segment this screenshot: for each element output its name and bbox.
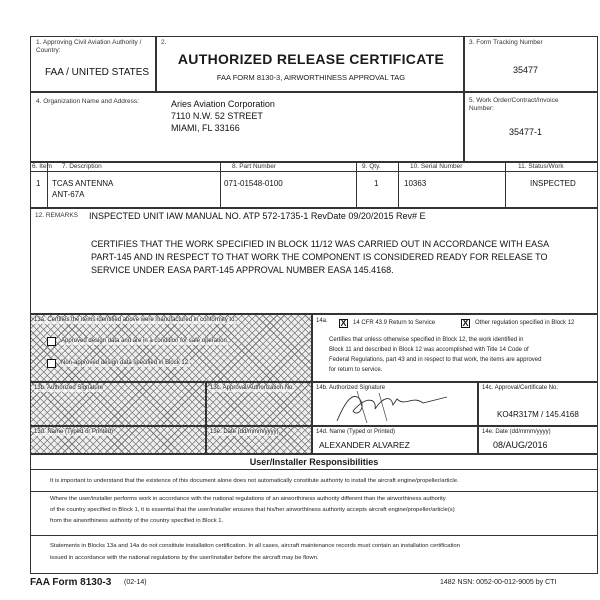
block-14e: [478, 426, 598, 454]
remarks-label: 12. REMARKS: [35, 212, 78, 219]
block-14d-label: 14d. Name (Typed or Printed): [316, 429, 396, 435]
row-status: INSPECTED: [530, 179, 576, 188]
resp-p2c: from the airworthiness authority of the country specified in Block 1.: [50, 518, 224, 524]
resp-p2a: Where the user/installer performs work in accordance with the national regulations of an airworthiness authority different than the airworthiness authority: [50, 496, 446, 502]
block-14c: [478, 382, 598, 426]
block-13d-label: 13d. Name (Typed or Printed): [34, 429, 114, 435]
col-item: 6. Item: [32, 163, 52, 170]
block-14b: [312, 382, 478, 426]
block-13a-checkbox-2[interactable]: [47, 359, 56, 368]
responsibilities-title: User/Installer Responsibilities: [249, 457, 379, 467]
org-city: MIAMI, FL 33166: [171, 123, 240, 133]
return-to-service-label: 14 CFR 43.9 Return to Service: [353, 320, 436, 326]
org-name: Aries Aviation Corporation: [171, 99, 275, 109]
remarks-cert-1: CERTIFIES THAT THE WORK SPECIFIED IN BLOCK 11/12 WAS CARRIED OUT IN ACCORDANCE WITH EASA: [91, 239, 550, 249]
footer-form-rev: (02-14): [124, 579, 147, 586]
row-desc-1: TCAS ANTENNA: [52, 179, 114, 188]
row-qty: 1: [374, 179, 379, 188]
form-title: AUTHORIZED RELEASE CERTIFICATE: [177, 51, 445, 67]
block-13a-checkbox-1[interactable]: [47, 337, 56, 346]
block-4-label: 4. Organization Name and Address:: [36, 98, 139, 105]
block-14a-text-1: Certifies that unless otherwise specified in Block 12, the work identified in: [329, 337, 524, 343]
item-table: [30, 162, 598, 208]
block-14a-text-2: Block 11 and described in Block 12 was accomplished with Title 14 Code of: [329, 347, 529, 353]
other-regulation-label: Other regulation specified in Block 12: [475, 320, 575, 326]
block-1-label: 1. Approving Civil Aviation Authority / Country:: [36, 39, 142, 54]
block-13a-option-1: Approved design data and are in a condition for safe operation.: [61, 338, 229, 344]
resp-p1: It is important to understand that the existence of this document alone does not automatically constitute authority to install the aircraft engine/propeller/article.: [50, 478, 459, 484]
footer-nsn: 1482 NSN: 0052-00-012-9005 by CTI: [440, 579, 557, 586]
approving-authority: FAA / UNITED STATES: [45, 67, 150, 78]
resp-p3a: Statements in Blocks 13a and 14a do not constitute installation certification. In all cases, aircraft maintenance records must contain an installation certification: [50, 543, 460, 549]
return-to-service-checkbox[interactable]: X: [340, 318, 347, 328]
form-tracking-number: 35477: [513, 65, 539, 75]
resp-p3b: issued in accordance with the national regulations by the user/installer before the aircraft may be flown.: [50, 555, 319, 561]
col-qty: 9. Qty.: [362, 163, 381, 170]
block-14a-text-4: for return to service.: [329, 367, 383, 373]
other-regulation-checkbox[interactable]: X: [462, 318, 469, 328]
row-desc-2: ANT-67A: [52, 190, 85, 199]
block-13c-label: 13c. Approval/Authorization No.: [210, 385, 295, 391]
block-13b-label: 13b. Authorized Signature: [34, 385, 104, 391]
sign-date: 08/AUG/2016: [493, 440, 548, 450]
block-13a: [30, 314, 312, 382]
row-serial: 10363: [404, 179, 427, 188]
block-14d: [312, 426, 478, 454]
block-12-remarks: [30, 208, 598, 314]
row-item: 1: [36, 179, 41, 188]
block-14a-text-3: Federal Regulations, part 43 and in respect to that work, the items are approved: [329, 357, 542, 363]
remarks-line-1: INSPECTED UNIT IAW MANUAL NO. ATP 572-1735-1 RevDate 09/20/2015 Rev# E: [89, 211, 426, 221]
remarks-cert-2: PART-145 AND IN RESPECT TO THAT WORK THE COMPONENT IS CONSIDERED READY FOR RELEASE TO: [91, 252, 548, 262]
footer-form-name: FAA Form 8130-3: [30, 577, 112, 588]
block-3-label: 3. Form Tracking Number: [469, 39, 543, 46]
block-5: [464, 92, 598, 162]
block-1: [30, 36, 156, 92]
block-13a-option-2: Non-approved design data specified in Block 12.: [61, 360, 190, 366]
col-description: 7. Description: [62, 163, 102, 170]
block-14b-label: 14b. Authorized Signature: [316, 385, 386, 391]
work-order-number: 35477-1: [509, 127, 543, 137]
authorized-signature: [327, 387, 477, 425]
org-street: 7110 N.W. 52 STREET: [171, 111, 263, 121]
col-serial: 10. Serial Number: [410, 163, 463, 170]
signer-name: ALEXANDER ALVAREZ: [319, 440, 410, 450]
block-2: [156, 36, 464, 92]
col-status: 11. Status/Work: [518, 163, 564, 170]
block-4: [30, 92, 464, 162]
resp-p2b: of the country specified in Block 1, it is essential that the user/installer ensures that his/her airworthiness authority accepts aircraft engine/propeller/article(s): [50, 507, 455, 513]
block-13a-label: 13a. Certifies the items identified above were manufactured in conformity to:: [34, 317, 237, 323]
col-part-number: 8. Part Number: [232, 163, 277, 170]
block-3: [464, 36, 598, 92]
block-13d: [30, 426, 206, 454]
row-part: 071-01548-0100: [224, 179, 283, 188]
block-13e: [206, 426, 312, 454]
block-14c-label: 14c. Approval/Certificate No.: [482, 385, 559, 391]
remarks-cert-3: SERVICE UNDER EASA PART-145 APPROVAL NUMBER EASA 145.4168.: [91, 265, 394, 275]
block-13b: [30, 382, 206, 426]
block-5-label: 5. Work Order/Contract/Invoice Number:: [469, 97, 559, 112]
block-13e-label: 13e. Date (dd/mmm/yyyy): [210, 429, 279, 435]
block-14e-label: 14e. Date (dd/mmm/yyyy): [482, 429, 551, 435]
block-14a-num: 14a.: [316, 318, 328, 324]
approval-certificate-number: KO4R317M / 145.4168: [497, 410, 579, 419]
block-13c: [206, 382, 312, 426]
block-2-num: 2.: [161, 39, 167, 46]
form-subtitle: FAA FORM 8130-3, AIRWORTHINESS APPROVAL TAG: [216, 73, 406, 82]
block-14a: [312, 314, 598, 382]
